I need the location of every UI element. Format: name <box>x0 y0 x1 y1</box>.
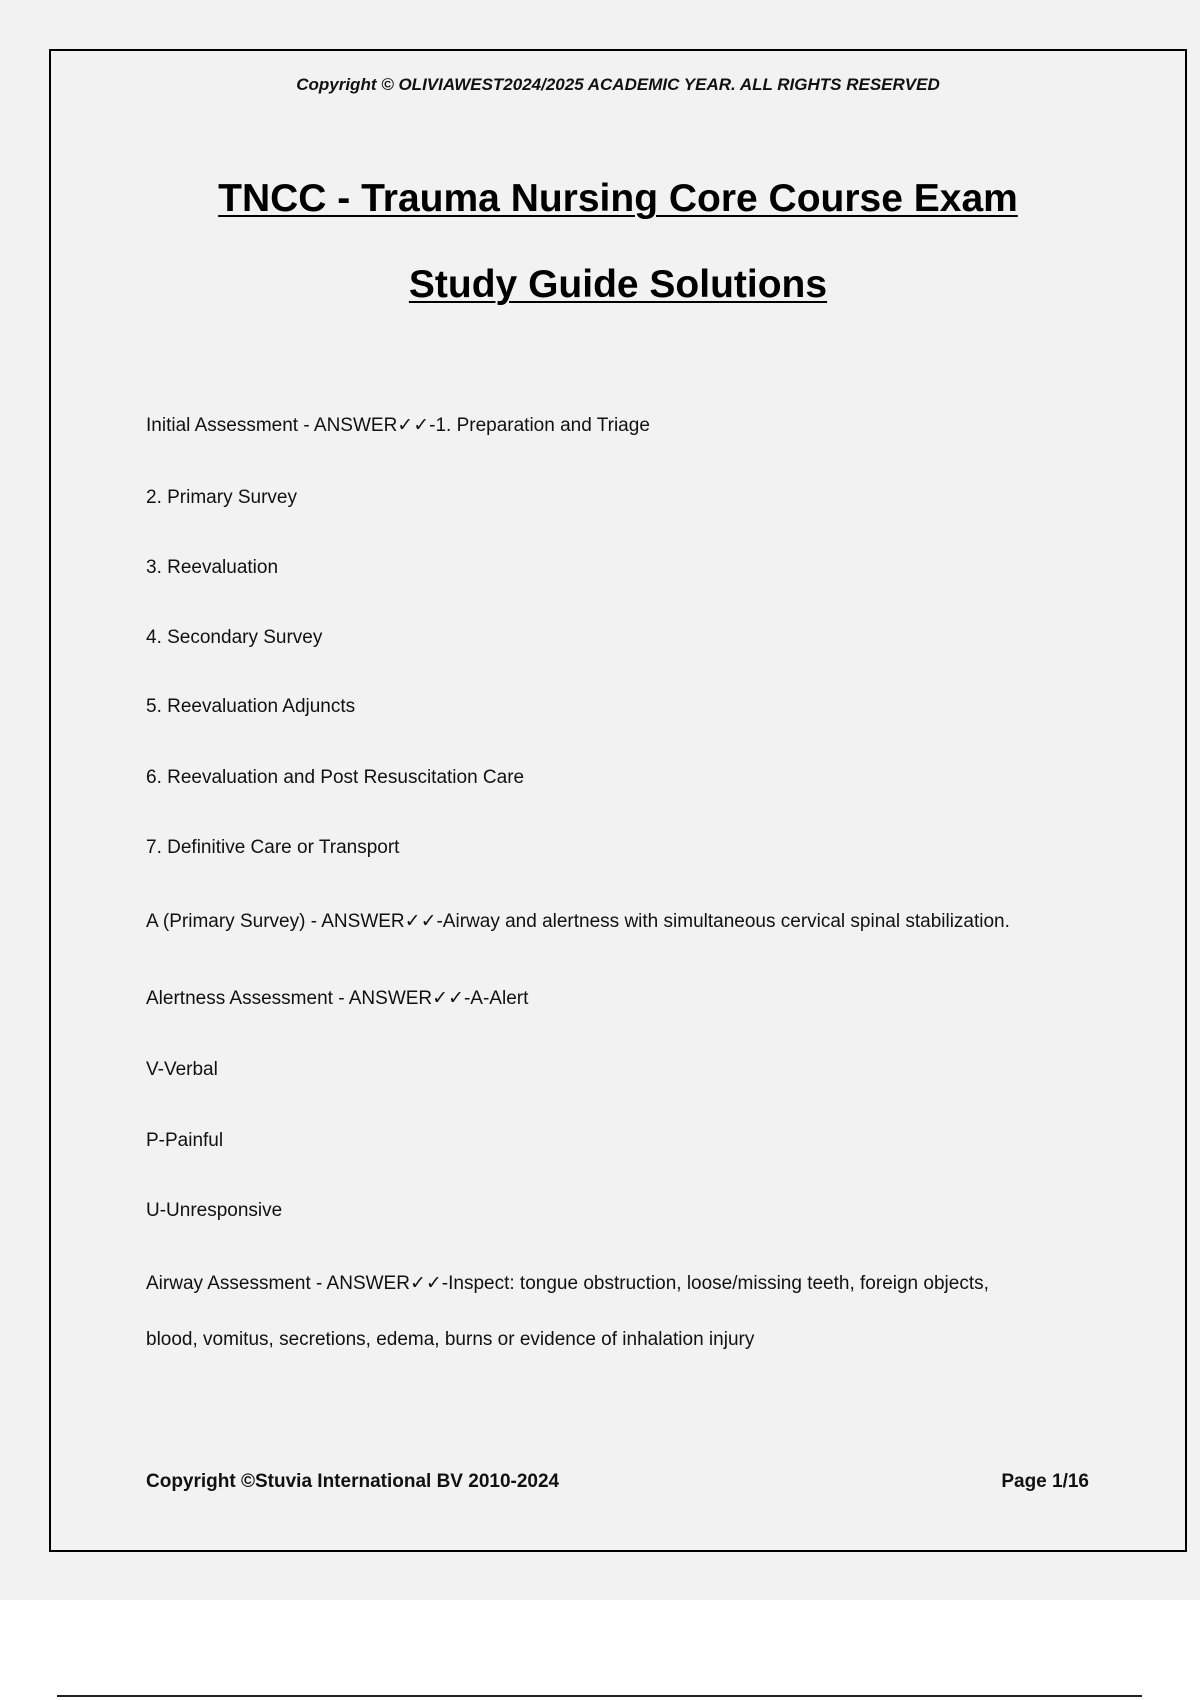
entry-secondary-survey: 4. Secondary Survey <box>146 627 323 648</box>
entry-reevaluation: 3. Reevaluation <box>146 557 279 578</box>
entry-painful: P-Painful <box>146 1130 224 1151</box>
document-title-line-1 <box>51 177 1185 221</box>
entry-airway-assessment-continued: blood, vomitus, secretions, edema, burns or evidence of inhalation injury <box>146 1329 755 1350</box>
entry-definitive-care: 7. Definitive Care or Transport <box>146 837 400 858</box>
page-number: Page 1/16 <box>1001 1471 1089 1492</box>
entry-primary-survey-a: A (Primary Survey) - ANSWER✓✓-Airway and alertness with simultaneous cervical spinal stabilization. <box>146 911 1010 932</box>
entry-alertness-assessment: Alertness Assessment - ANSWER✓✓-A-Alert <box>146 988 529 1009</box>
entry-initial-assessment: Initial Assessment - ANSWER✓✓-1. Preparation and Triage <box>146 415 650 436</box>
entry-airway-assessment: Airway Assessment - ANSWER✓✓-Inspect: tongue obstruction, loose/missing teeth, foreign objects, <box>146 1273 989 1294</box>
entry-verbal: V-Verbal <box>146 1059 218 1080</box>
entry-primary-survey: 2. Primary Survey <box>146 487 297 508</box>
next-page-divider <box>57 1695 1142 1697</box>
document-title-text-1: TNCC - Trauma Nursing Core Course Exam <box>218 177 1018 220</box>
footer-copyright: Copyright ©Stuvia International BV 2010-2024 <box>146 1471 560 1492</box>
entry-reevaluation-adjuncts: 5. Reevaluation Adjuncts <box>146 696 356 717</box>
document-title-text-2: Study Guide Solutions <box>408 263 828 306</box>
entry-post-resuscitation-care: 6. Reevaluation and Post Resuscitation Care <box>146 767 525 788</box>
header-copyright: Copyright © OLIVIAWEST2024/2025 ACADEMIC YEAR. ALL RIGHTS RESERVED <box>296 75 940 94</box>
entry-unresponsive: U-Unresponsive <box>146 1200 283 1221</box>
document-page <box>49 49 1187 1552</box>
document-title-line-2 <box>51 263 1185 307</box>
